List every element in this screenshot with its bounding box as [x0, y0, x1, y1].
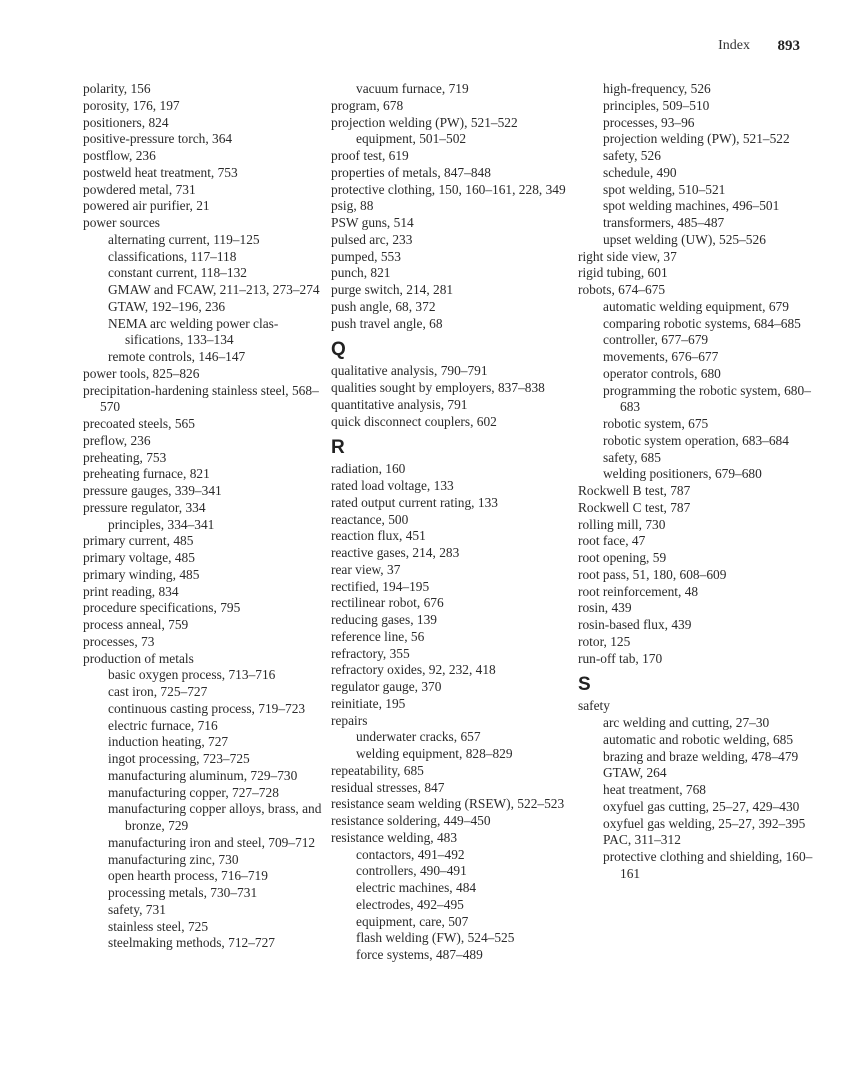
- index-entry: properties of metals, 847–848: [331, 164, 491, 180]
- index-subentry: spot welding machines, 496–501: [603, 198, 780, 214]
- index-subentry: remote controls, 146–147: [108, 349, 246, 364]
- index-entry: punch, 821: [331, 265, 391, 281]
- index-subentry: induction heating, 727: [108, 734, 229, 750]
- index-subentry: underwater cracks, 657: [356, 729, 481, 745]
- index-entry: positioners, 824: [83, 114, 169, 130]
- index-subentry: constant current, 118–132: [108, 265, 247, 281]
- index-column-3: [578, 81, 823, 883]
- index-entry: processes, 73: [83, 633, 155, 649]
- index-entry: quantitative analysis, 791: [331, 396, 468, 412]
- index-subentry: operator controls, 680: [603, 365, 721, 381]
- header-section-label: Index: [718, 38, 750, 53]
- index-subentry: flash welding (FW), 524–525: [356, 930, 515, 946]
- section-letter-heading: R: [331, 437, 345, 459]
- index-subentry: brazing and braze welding, 478–479: [603, 748, 799, 764]
- index-entry: resistance soldering, 449–450: [331, 813, 491, 828]
- index-subentry: manufacturing zinc, 730: [108, 851, 239, 867]
- index-entry: powered air purifier, 21: [83, 198, 210, 214]
- index-subentry: welding positioners, 679–680: [603, 466, 762, 482]
- index-subentry: processing metals, 730–731: [108, 885, 258, 900]
- index-entry: repeatability, 685: [331, 762, 424, 778]
- running-header: [0, 38, 800, 58]
- index-subentry: manufacturing aluminum, 729–730: [108, 767, 298, 783]
- index-subentry: equipment, care, 507: [356, 913, 469, 929]
- index-subentry: safety, 526: [603, 148, 661, 163]
- index-subentry: welding equipment, 828–829: [356, 746, 513, 761]
- index-subentry: controller, 677–679: [603, 332, 709, 348]
- index-entry: reaction flux, 451: [331, 528, 426, 544]
- index-subentry: safety, 731: [108, 901, 166, 917]
- index-entry: root reinforcement, 48: [578, 583, 699, 599]
- index-entry: radiation, 160: [331, 461, 406, 477]
- index-entry: rigid tubing, 601: [578, 265, 668, 281]
- index-entry: porosity, 176, 197: [83, 97, 180, 113]
- index-subentry: continuous casting process, 719–723: [108, 700, 306, 716]
- index-entry: safety: [578, 698, 610, 714]
- index-subentry: manufacturing iron and steel, 709–712: [108, 834, 316, 850]
- index-subentry: arc welding and cutting, 27–30: [603, 715, 770, 730]
- index-entry: pressure gauges, 339–341: [83, 483, 222, 498]
- index-subentry: automatic welding equipment, 679: [603, 298, 789, 314]
- index-subentry: classifications, 117–118: [108, 248, 237, 264]
- index-subentry: vacuum furnace, 719: [356, 81, 469, 96]
- index-subentry: electric machines, 484: [356, 880, 477, 895]
- index-subentry: GMAW and FCAW, 211–213, 273–274: [108, 282, 320, 297]
- index-entry: pulsed arc, 233: [331, 231, 413, 247]
- index-subentry: upset welding (UW), 525–526: [603, 231, 766, 247]
- index-entry: rectified, 194–195: [331, 578, 430, 594]
- index-entry: reducing gases, 139: [331, 612, 437, 627]
- index-entry: powdered metal, 731: [83, 181, 196, 197]
- index-entry: root pass, 51, 180, 608–609: [578, 566, 727, 582]
- index-entry: reactance, 500: [331, 511, 409, 527]
- index-subentry: oxyfuel gas welding, 25–27, 392–395: [603, 815, 806, 831]
- index-subentry: basic oxygen process, 713–716: [108, 667, 276, 683]
- index-entry: PSW guns, 514: [331, 215, 414, 230]
- index-subentry: robotic system, 675: [603, 416, 709, 431]
- section-letter-heading: Q: [331, 339, 346, 361]
- index-entry: pressure regulator, 334: [83, 499, 206, 515]
- index-column-1: [83, 81, 328, 952]
- index-entry: power sources: [83, 215, 160, 230]
- index-entry: qualities sought by employers, 837–838: [331, 380, 545, 395]
- index-entry: root opening, 59: [578, 550, 667, 565]
- index-entry: polarity, 156: [83, 81, 151, 96]
- index-entry: production of metals: [83, 650, 194, 666]
- index-subentry: alternating current, 119–125: [108, 231, 260, 247]
- index-entry: rotor, 125: [578, 633, 631, 649]
- index-entry: primary winding, 485: [83, 566, 200, 582]
- index-entry: protective clothing, 150, 160–161, 228, 349: [331, 181, 566, 197]
- index-subentry: schedule, 490: [603, 164, 677, 180]
- index-entry: primary current, 485: [83, 533, 194, 549]
- index-subentry: movements, 676–677: [603, 349, 719, 364]
- index-subentry: open hearth process, 716–719: [108, 868, 268, 884]
- index-entry: residual stresses, 847: [331, 779, 445, 795]
- index-entry: reinitiate, 195: [331, 695, 406, 711]
- index-entry: resistance seam welding (RSEW), 522–523: [331, 796, 565, 812]
- index-entry: precoated steels, 565: [83, 416, 195, 431]
- index-entry: Rockwell B test, 787: [578, 483, 691, 498]
- index-subentry: electrodes, 492–495: [356, 896, 464, 912]
- index-subentry: contactors, 491–492: [356, 846, 465, 862]
- index-subentry: manufacturing copper alloys, brass, and bronze, 729: [108, 801, 322, 833]
- index-column-2: [331, 81, 576, 964]
- index-entry: robots, 674–675: [578, 282, 666, 297]
- index-entry: psig, 88: [331, 198, 374, 214]
- index-subentry: principles, 334–341: [108, 516, 215, 532]
- index-subentry: principles, 509–510: [603, 97, 710, 113]
- index-subentry: equipment, 501–502: [356, 131, 467, 147]
- index-entry: push travel angle, 68: [331, 315, 443, 331]
- index-subentry: cast iron, 725–727: [108, 684, 208, 699]
- index-subentry: NEMA arc welding power clas-sifications, 133–134: [108, 315, 279, 348]
- index-entry: rated output current rating, 133: [331, 494, 498, 510]
- index-entry: postweld heat treatment, 753: [83, 164, 238, 180]
- index-subentry: protective clothing and shielding, 160–161: [603, 849, 813, 881]
- index-entry: quick disconnect couplers, 602: [331, 413, 497, 429]
- index-subentry: safety, 685: [603, 449, 661, 465]
- index-subentry: ingot processing, 723–725: [108, 751, 250, 766]
- index-entry: rectilinear robot, 676: [331, 595, 444, 611]
- index-entry: postflow, 236: [83, 148, 156, 163]
- index-subentry: GTAW, 264: [603, 765, 667, 781]
- index-entry: projection welding (PW), 521–522: [331, 114, 518, 130]
- index-entry: resistance welding, 483: [331, 829, 458, 845]
- index-subentry: GTAW, 192–196, 236: [108, 298, 226, 314]
- index-entry: program, 678: [331, 97, 404, 113]
- index-entry: root face, 47: [578, 533, 646, 549]
- index-entry: refractory oxides, 92, 232, 418: [331, 662, 496, 678]
- index-entry: proof test, 619: [331, 148, 409, 163]
- index-subentry: robotic system operation, 683–684: [603, 432, 789, 448]
- index-subentry: transformers, 485–487: [603, 215, 725, 230]
- index-entry: regulator gauge, 370: [331, 679, 442, 694]
- index-entry: qualitative analysis, 790–791: [331, 363, 488, 379]
- index-subentry: processes, 93–96: [603, 114, 695, 130]
- index-entry: right side view, 37: [578, 248, 677, 264]
- index-entry: preheating, 753: [83, 449, 167, 465]
- index-entry: rosin-based flux, 439: [578, 617, 692, 632]
- index-entry: purge switch, 214, 281: [331, 282, 454, 297]
- index-subentry: oxyfuel gas cutting, 25–27, 429–430: [603, 798, 800, 814]
- index-entry: precipitation-hardening stainless steel, 568–570: [83, 382, 319, 415]
- index-entry: preflow, 236: [83, 432, 151, 448]
- index-entry: rolling mill, 730: [578, 516, 666, 532]
- index-entry: run-off tab, 170: [578, 650, 663, 666]
- index-entry: rear view, 37: [331, 561, 401, 577]
- index-subentry: spot welding, 510–521: [603, 181, 726, 197]
- index-subentry: electric furnace, 716: [108, 717, 218, 733]
- index-subentry: heat treatment, 768: [603, 782, 706, 797]
- index-entry: reactive gases, 214, 283: [331, 545, 460, 560]
- index-entry: preheating furnace, 821: [83, 466, 210, 482]
- index-subentry: high-frequency, 526: [603, 81, 711, 96]
- index-entry: repairs: [331, 712, 368, 728]
- index-entry: reference line, 56: [331, 628, 425, 644]
- index-entry: pumped, 553: [331, 248, 401, 264]
- index-subentry: automatic and robotic welding, 685: [603, 731, 794, 747]
- index-subentry: force systems, 487–489: [356, 947, 483, 962]
- index-subentry: PAC, 311–312: [603, 832, 681, 848]
- index-entry: procedure specifications, 795: [83, 600, 241, 616]
- index-subentry: programming the robotic system, 680–683: [603, 382, 811, 415]
- index-entry: positive-pressure torch, 364: [83, 131, 233, 147]
- index-subentry: controllers, 490–491: [356, 863, 467, 879]
- index-subentry: steelmaking methods, 712–727: [108, 935, 275, 951]
- index-subentry: projection welding (PW), 521–522: [603, 131, 790, 147]
- index-entry: primary voltage, 485: [83, 550, 195, 565]
- index-entry: process anneal, 759: [83, 617, 189, 632]
- section-letter-heading: S: [578, 674, 591, 696]
- index-entry: power tools, 825–826: [83, 365, 200, 381]
- page-number: 893: [777, 38, 800, 54]
- index-entry: print reading, 834: [83, 583, 179, 599]
- index-subentry: stainless steel, 725: [108, 918, 209, 934]
- index-entry: rated load voltage, 133: [331, 478, 454, 493]
- index-entry: rosin, 439: [578, 600, 632, 616]
- index-entry: push angle, 68, 372: [331, 298, 436, 314]
- index-entry: Rockwell C test, 787: [578, 499, 691, 515]
- index-subentry: comparing robotic systems, 684–685: [603, 315, 801, 331]
- index-subentry: manufacturing copper, 727–728: [108, 784, 279, 800]
- index-entry: refractory, 355: [331, 645, 410, 661]
